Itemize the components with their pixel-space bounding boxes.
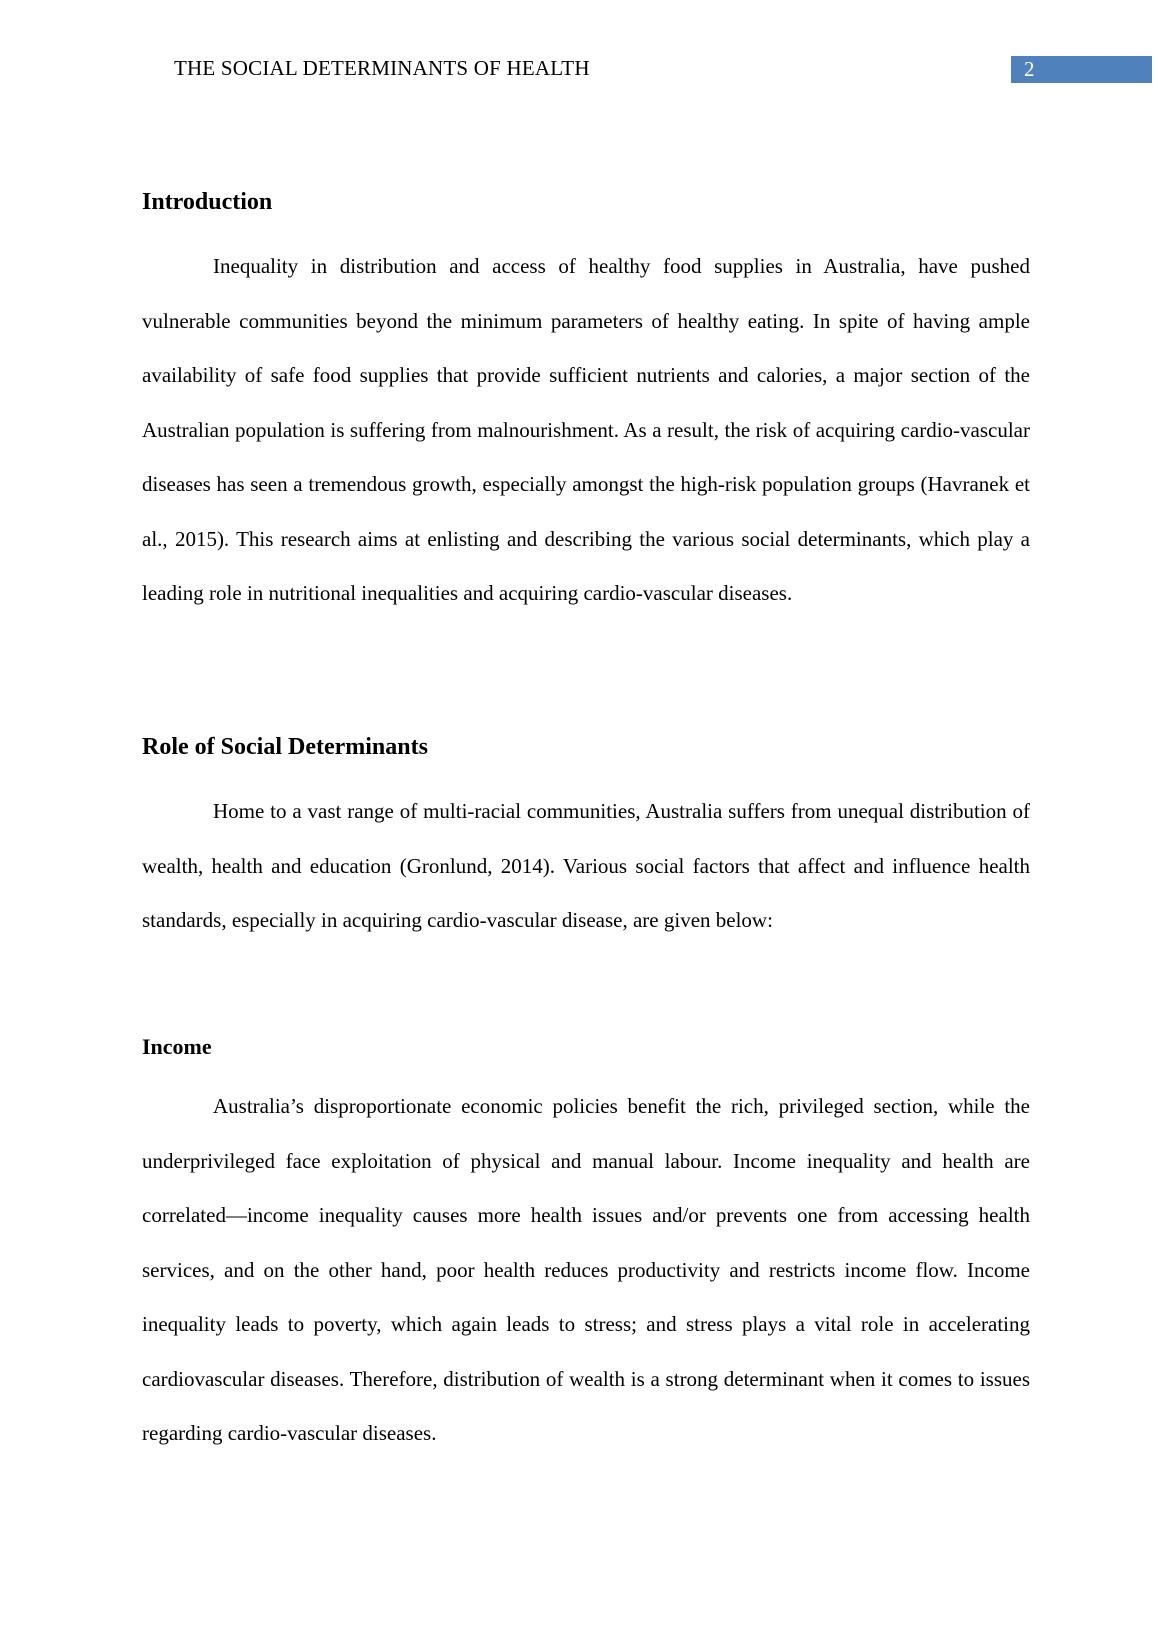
introduction-paragraph: Inequality in distribution and access of healthy food supplies in Australia, have pushed vulnerable communities beyond the minimum parameters of healthy eating. In spite of having ample availability of safe food supplies that provide sufficient nutrients and calories, a major section of the Australian population is suffering from malnourishment. As a result, the risk of acquiring cardio-vascular diseases has seen a tremendous growth, especially amongst the high-risk population groups (Havranek et al., 2015). This research aims at enlisting and describing the various social determinants, which play a leading role in nutritional inequalities and acquiring cardio-vascular diseases. (142, 254, 1030, 605)
income-paragraph: Australia’s disproportionate economic policies benefit the rich, privileged section, while the underprivileged face exploitation of physical and manual labour. Income inequality and health are correlated—income inequality causes more health issues and/or prevents one from accessing health services, and on the other hand, poor health reduces productivity and restricts income flow. Income inequality leads to poverty, which again leads to stress; and stress plays a vital role in accelerating cardiovascular diseases. Therefore, distribution of wealth is a strong determinant when it comes to issues regarding cardio-vascular diseases. (142, 1094, 1030, 1445)
income-heading: Income (142, 1034, 212, 1059)
role-of-social-determinants-paragraph: Home to a vast range of multi-racial communities, Australia suffers from unequal distribution of wealth, health and education (Gronlund, 2014). Various social factors that affect and influence health standards, especially in acquiring cardio-vascular disease, are given below: (142, 799, 1030, 932)
role-of-social-determinants-heading: Role of Social Determinants (142, 734, 428, 760)
running-head: THE SOCIAL DETERMINANTS OF HEALTH (174, 56, 590, 80)
introduction-heading: Introduction (142, 189, 273, 215)
page-number: 2 (1011, 56, 1152, 83)
